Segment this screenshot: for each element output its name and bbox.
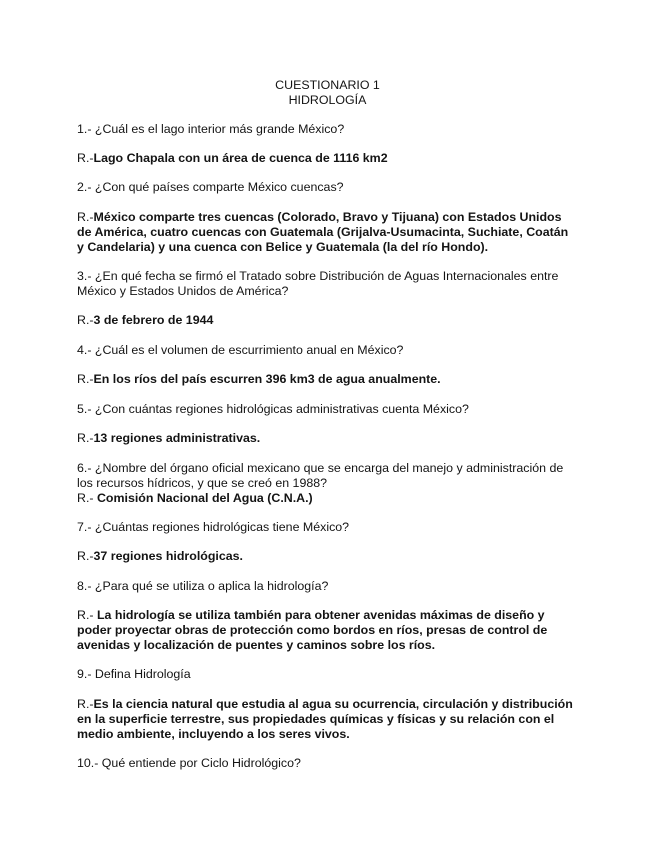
answer-text: y Candelaria) y una cuenca con Belice y Guatemala (la del río Hondo). (77, 240, 489, 254)
answer-prefix: R.- (77, 151, 94, 165)
question-text: los recursos hídricos, y que se creó en 1988? (77, 476, 328, 490)
question-text: México y Estados Unidos de América? (77, 284, 289, 298)
answer-prefix: R.- (77, 431, 94, 445)
question-7 (77, 520, 580, 535)
question-text: 2.- ¿Con qué países comparte México cuencas? (77, 180, 344, 194)
document-subtitle: HIDROLOGÍA (288, 93, 367, 107)
question-text: 5.- ¿Con cuántas regiones hidrológicas administrativas cuenta México? (77, 402, 469, 416)
question-8 (77, 579, 580, 594)
answer-text: avenidas y localización de puentes y caminos sobre los ríos. (77, 638, 436, 652)
question-4 (77, 343, 580, 358)
question-9 (77, 667, 580, 682)
question-1 (77, 122, 580, 137)
answer-7 (77, 549, 580, 564)
answer-9 (77, 697, 580, 742)
answer-text: poder proyectar obras de protección como bordos en ríos, presas de control de (77, 623, 548, 637)
question-6 (77, 461, 580, 491)
document-title-block (0, 78, 655, 108)
answer-5 (77, 431, 580, 446)
answer-prefix: R.- (77, 491, 97, 505)
answer-prefix: R.- (77, 372, 94, 386)
question-2 (77, 180, 580, 195)
answer-3 (77, 313, 580, 328)
question-text: 9.- Defina Hidrología (77, 667, 191, 681)
question-text: 3.- ¿En qué fecha se firmó el Tratado sobre Distribución de Aguas Internacionales entre (77, 269, 559, 283)
document-title: CUESTIONARIO 1 (275, 78, 380, 92)
answer-text: de América, cuatro cuencas con Guatemala (Grijalva-Usumacinta, Suchiate, Coatán (77, 225, 569, 239)
answer-text: México comparte tres cuencas (Colorado, Bravo y Tijuana) con Estados Unidos (93, 210, 562, 224)
answer-text: 3 de febrero de 1944 (93, 313, 214, 327)
answer-prefix: R.- (77, 697, 94, 711)
question-10 (77, 756, 580, 771)
answer-6 (77, 491, 580, 506)
answer-text: medio ambiente, incluyendo a los seres vivos. (77, 727, 350, 741)
answer-text: Es la ciencia natural que estudia al agua su ocurrencia, circulación y distribución (93, 697, 573, 711)
question-text: 1.- ¿Cuál es el lago interior más grande México? (77, 122, 345, 136)
answer-text: 13 regiones administrativas. (93, 431, 261, 445)
question-text: 7.- ¿Cuántas regiones hidrológicas tiene México? (77, 520, 350, 534)
answer-1 (77, 151, 580, 166)
question-text: 10.- Qué entiende por Ciclo Hidrológico? (77, 756, 301, 770)
question-3 (77, 269, 580, 299)
answer-text: En los ríos del país escurren 396 km3 de agua anualmente. (93, 372, 441, 386)
question-text: 8.- ¿Para qué se utiliza o aplica la hidrología? (77, 579, 329, 593)
answer-prefix: R.- (77, 313, 94, 327)
answer-8 (77, 608, 580, 653)
question-text: 6.- ¿Nombre del órgano oficial mexicano que se encarga del manejo y administración de (77, 461, 564, 475)
answer-text: Comisión Nacional del Agua (C.N.A.) (96, 491, 313, 505)
answer-2 (77, 210, 580, 255)
answer-text: en la superficie terrestre, sus propiedades químicas y físicas y su relación con el (77, 712, 555, 726)
answer-text: Lago Chapala con un área de cuenca de 1116 km2 (93, 151, 388, 165)
question-5 (77, 402, 580, 417)
answer-prefix: R.- (77, 608, 97, 622)
answer-4 (77, 372, 580, 387)
question-text: 4.- ¿Cuál es el volumen de escurrimiento anual en México? (77, 343, 404, 357)
answer-text: La hidrología se utiliza también para obtener avenidas máximas de diseño y (96, 608, 545, 622)
answer-prefix: R.- (77, 549, 94, 563)
answer-text: 37 regiones hidrológicas. (93, 549, 243, 563)
answer-prefix: R.- (77, 210, 94, 224)
